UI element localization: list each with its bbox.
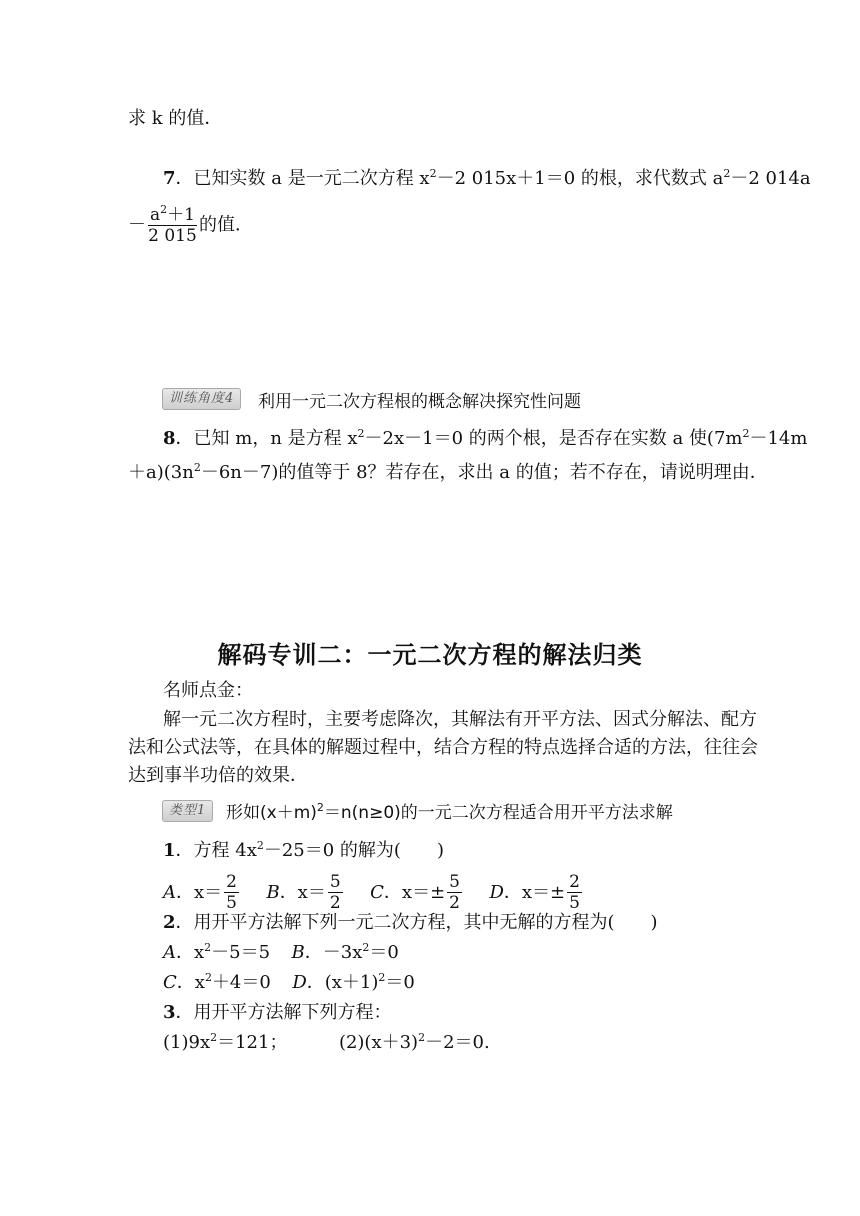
question-7-line2: － $\frac{a^2+1}{2 015}$ 的值．	[128, 203, 253, 246]
continuation-text: 求 k 的值．	[128, 108, 223, 129]
tips-label: 名师点金：	[163, 680, 253, 701]
question-2-options-row1	[163, 942, 399, 964]
part-2: $(2)(x+3)^2-2=0$.	[338, 1031, 490, 1053]
section-title: 解码专训二：一元二次方程的解法归类	[217, 641, 643, 669]
training-angle-badge: 训练角度4	[162, 388, 241, 410]
question-number: 3	[163, 1002, 176, 1023]
question-number: 1	[163, 840, 176, 861]
question-3: 3．用开平方法解下列方程：	[163, 1002, 392, 1023]
option-c: C．$x^2+4=0$	[163, 971, 271, 993]
option-a: A．x＝ $\frac{2}{5}$	[163, 872, 237, 913]
fraction: $\frac{a^2+1}{2 015}$	[148, 203, 197, 246]
question-7: 7．已知实数 a 是一元二次方程 $x^2-2$ 015x＋1＝0 的根，求代数式 $a^2-2$ 014a	[163, 167, 811, 189]
question-number: 8	[163, 428, 176, 449]
tips-text: 解一元二次方程时，主要考虑降次，其解法有开平方法、因式分解法、配方	[163, 709, 757, 730]
question-number: 2	[163, 912, 176, 933]
type-badge: 类型1	[162, 800, 213, 822]
question-8: 8．已知 m，n 是方程 $x^2-2x-1=0$ 的两个根，是否存在实数 a 使($7m^2-14m$	[163, 427, 808, 449]
question-1-options	[163, 872, 584, 913]
text-line	[128, 108, 222, 130]
question-3-parts	[163, 1032, 490, 1054]
question-2-options-row2	[163, 972, 415, 994]
option-d: D．x＝± $\frac{2}{5}$	[489, 872, 580, 913]
fraction: $\frac{5}{2}$	[449, 872, 460, 913]
option-a: A．$x^2-5=5$	[163, 941, 271, 963]
fraction: $\frac{2}{5}$	[226, 872, 237, 913]
question-number: 7	[163, 168, 176, 189]
option-d: D．$(x+1)^2=0$	[292, 971, 415, 993]
option-b: B．x＝ $\frac{5}{2}$	[266, 872, 341, 913]
option-b: B．$-3x^2=0$	[291, 941, 399, 963]
part-1: $(1)9x^2=121$；	[163, 1031, 288, 1053]
question-2: 2．用开平方法解下列一元二次方程，其中无解的方程为( )	[163, 912, 658, 933]
fraction: $\frac{2}{5}$	[569, 872, 580, 913]
type-title: 形如$(x+m)^2=n(n\ge 0)$的一元二次方程适合用开平方法求解	[226, 801, 673, 823]
question-1: 1．方程 $4x^2-25=0$ 的解为( )	[163, 839, 444, 861]
tips-text: 达到事半功倍的效果．	[128, 765, 308, 786]
option-c: C．x＝± $\frac{5}{2}$	[370, 872, 460, 913]
training-angle-title: 利用一元二次方程根的概念解决探究性问题	[258, 392, 581, 412]
tips-text: 法和公式法等，在具体的解题过程中，结合方程的特点选择合适的方法，往往会	[128, 737, 758, 758]
question-8-line2: $+a)(3n^2-6n-7)$的值等于 8？若存在，求出 a 的值；若不存在，请说明理由．	[128, 461, 768, 483]
fraction: $\frac{5}{2}$	[329, 872, 341, 913]
